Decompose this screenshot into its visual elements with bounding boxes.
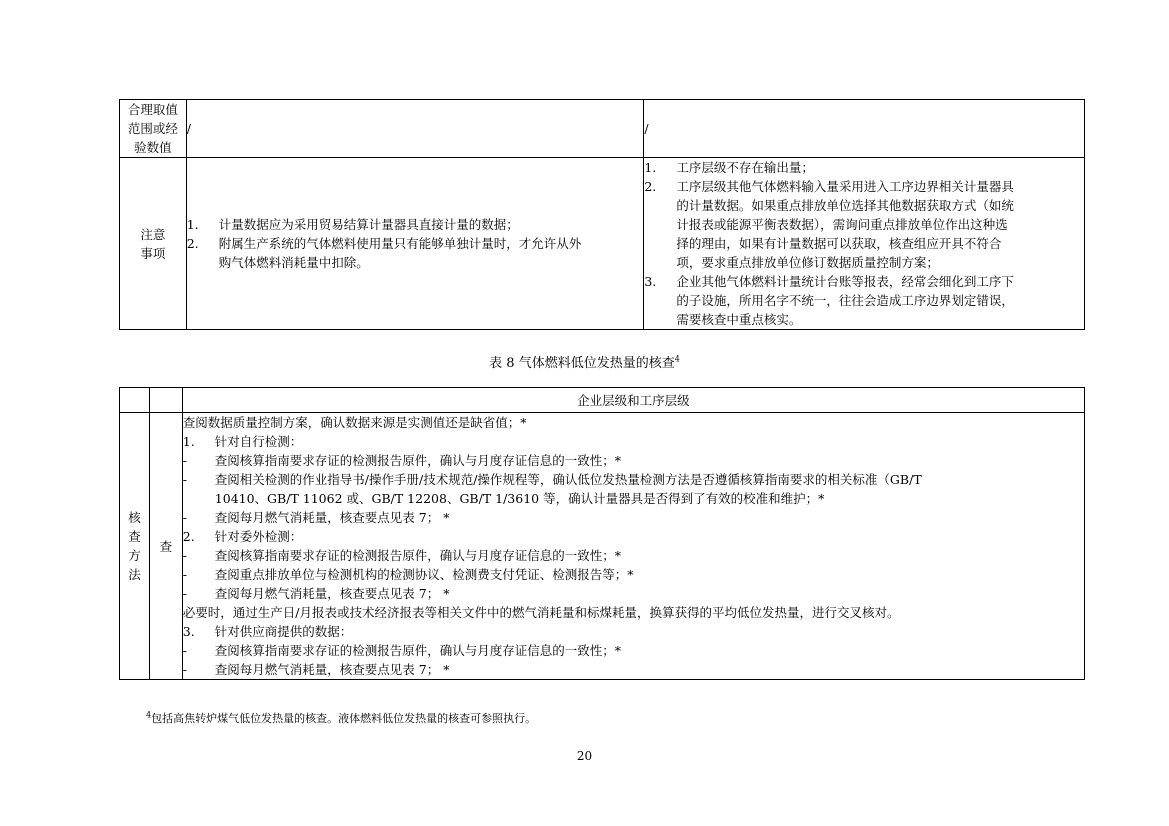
- list-item: 1. 计量数据应为采用贸易结算计量器具直接计量的数据；: [186, 217, 519, 232]
- empty-header-cell: [120, 388, 150, 413]
- notes-process: [644, 158, 1085, 330]
- method-line: - 查阅相关检测的作业指导书/操作手册/技术规范/操作规程等，确认低位发热量检测方法是否遵循核算指南要求的相关标准（GB/T: [182, 472, 922, 487]
- method-line: 3. 针对供应商提供的数据：: [182, 624, 353, 639]
- method-line: - 查阅重点排放单位与检测机构的检测协议、检测费支付凭证、检测报告等；*: [182, 567, 634, 582]
- method-line: 查阅数据质量控制方案，确认数据来源是实测值还是缺省值；*: [182, 415, 527, 430]
- method-line: - 查阅每月燃气消耗量，核查要点见表 7； *: [182, 510, 450, 525]
- method-content: [182, 413, 1084, 680]
- cell-process-level: /: [644, 100, 1085, 158]
- table-header-row: [120, 388, 1085, 413]
- side-label-verification-method: 核 查 方 法: [120, 413, 150, 680]
- method-line: - 查阅核算指南要求存证的检测报告原件，确认与月度存证信息的一致性；*: [182, 643, 622, 658]
- method-line: 1. 针对自行检测：: [182, 434, 303, 449]
- method-line: - 查阅核算指南要求存证的检测报告原件，确认与月度存证信息的一致性；*: [182, 548, 622, 563]
- row-header-reasonable-range: 合理取值 范围或经 验数值: [120, 100, 187, 158]
- method-line: 2. 针对委外检测：: [182, 529, 303, 544]
- list-item: 2. 附属生产系统的气体燃料使用量只有能够单独计量时，才允许从外 购气体燃料消耗量中扣除。: [186, 236, 582, 270]
- list-item: 3. 企业其他气体燃料计量统计台账等报表，经常会细化到工序下 的子设施，所用名字不统一，往往会造成工序边界划定错误， 需要核查中重点核实。: [644, 274, 1014, 327]
- table-8-caption: 表 8 气体燃料低位发热量的核查$^4$: [489, 354, 680, 371]
- table-row: [120, 100, 1085, 158]
- method-line: - 查阅每月燃气消耗量，核查要点见表 7； *: [182, 662, 450, 677]
- list-item: 2. 工序层级其他气体燃料输入量采用进入工序边界相关计量器具 的计量数据。如果重点排放单位选择其他数据获取方式（如统 计报表或能源平衡表数据），需询问重点排放单位作出这种选 择的理由，如果有计量数据可以获取，核查组应开具不符合 项，要求重点排放单位修订数据质量控制方案；: [644, 179, 1014, 270]
- cell-enterprise-level: /: [186, 100, 644, 158]
- table-row: [120, 158, 1085, 330]
- page-number: 20: [576, 749, 593, 763]
- table-1: [119, 99, 1085, 330]
- notes-enterprise: [186, 158, 644, 330]
- list-item: 1. 工序层级不存在输出量；: [644, 160, 814, 175]
- empty-header-cell: [149, 388, 182, 413]
- row-header-notes: 注意 事项: [120, 158, 187, 330]
- footnote: $^4$包括高焦转炉煤气低位发热量的核查。液体燃料低位发热量的核查可参照执行。: [146, 710, 537, 725]
- table-row: [120, 413, 1085, 680]
- method-line: - 查阅每月燃气消耗量，核查要点见表 7； *: [182, 586, 450, 601]
- column-header: 企业层级和工序层级: [182, 388, 1084, 413]
- method-line: 10410、GB/T 11062 或、GB/T 12208、GB/T 1/3610 等，确认计量器具是否得到了有效的校准和维护；*: [214, 491, 825, 506]
- sub-label-check: 查: [149, 413, 182, 680]
- table-8: [119, 387, 1085, 680]
- method-line: - 查阅核算指南要求存证的检测报告原件，确认与月度存证信息的一致性；*: [182, 453, 622, 468]
- method-line: 必要时，通过生产日/月报表或技术经济报表等相关文件中的燃气消耗量和标煤耗量，换算获得的平均低位发热量，进行交叉核对。: [182, 605, 900, 620]
